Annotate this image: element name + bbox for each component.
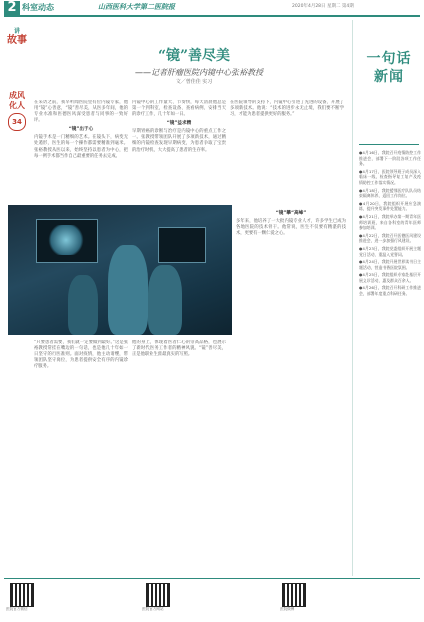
page-footer xyxy=(4,578,420,619)
paragraph: “只要患者需要，我们就一定要做到最好。”这是张裕教授常挂在嘴边的一句话，也是他几十年如一日坚守的行医准则。面对疫情，他主动请缨，带领团队坚守岗位，为患者提供安全有序的内镜诊疗服务。 xyxy=(34,340,128,370)
issue-date: 2020年4月28日 星期二 第4期 xyxy=(292,4,354,9)
qr-code-website[interactable] xyxy=(146,583,170,607)
page-number: 2 xyxy=(4,1,20,15)
news-brief-list xyxy=(359,150,421,570)
paragraph: 内镜中心的工作量大、节奏快，每天清晨他总是第一个到科室，检查设备、查看病例、安排当天的诊疗工作，几十年如一日。 xyxy=(132,100,226,118)
series-label: 成风化人 xyxy=(9,90,25,110)
qr-code-wechat[interactable] xyxy=(10,583,34,607)
qr-code-weibo[interactable] xyxy=(282,583,306,607)
sidebar-rule xyxy=(359,144,419,145)
news-brief-item: ●4月26日，我院召开科研工作推进会，部署年度重点科研任务。 xyxy=(359,285,421,297)
news-brief-item: ●4月23日，我院党委组织开展主题党日活动，重温入党誓词。 xyxy=(359,245,421,257)
news-brief-item: ●4月16日，我院召开疫情防控工作推进会，部署下一阶段各项工作任务。 xyxy=(359,150,421,167)
article-column-7 xyxy=(236,360,346,576)
qr-label: 医院官方微信 xyxy=(6,607,28,611)
sidebar-title: 一句话新闻 xyxy=(366,51,412,85)
paragraph: 在医院领导的支持下，内镜中心引进了先进的设备，开展了多项新技术。他说：“技术的进步永无止境，我们要不断学习，才能为患者提供更好的服务。” xyxy=(230,100,344,118)
news-brief-item: ●4月25日，我院组织专家赴基层开展义诊活动，惠及群众百余人。 xyxy=(359,272,421,283)
section-title: 科室动态 xyxy=(22,3,54,12)
header-rule xyxy=(4,15,420,17)
qr-label: 医院官方网站 xyxy=(142,607,164,611)
column-badge xyxy=(4,20,31,190)
news-brief-item: ●4月22日，我院召开医德医风建设推进会，进一步加强行风建设。 xyxy=(359,232,421,244)
assistant-figure xyxy=(148,265,182,335)
paragraph: 内镜手术是一门精细的艺术。在镜头下，病变无处遁形，医生的每一个操作都需要精准到毫米。张裕教授从医以来，始终坚持以患者为中心，把每一例手术都当作自己最重要的任务去完成。 xyxy=(34,135,128,159)
column-series xyxy=(6,90,28,131)
qr-label: 医院微博 xyxy=(280,607,295,611)
nurse-figure xyxy=(68,275,98,335)
news-brief-item: ●4月17日，医院领导班子成员深入临床一线，检查指导复工复产及疫情防控工作落实情况。 xyxy=(359,168,421,185)
paragraph: 在采访之前，我早听闻医院里有位内镜专家，他用“镜”心善意，“镜”善尽美，从医多年间，他的专业水准和医德医风深受患者与同事的一致好评。 xyxy=(34,100,128,124)
article-photo xyxy=(8,205,232,335)
article-byline: 文／曾佳佳 实习 xyxy=(175,79,213,85)
news-briefs-sidebar xyxy=(352,20,421,576)
paragraph: 早期胃癌的诊断与治疗是内镜中心的重点工作之一。张教授带领团队开展了多项新技术，通过精细的内镜检查发现早期病变，为患者争取了宝贵的治疗时机，大大提高了患者的生存率。 xyxy=(132,129,226,153)
article-subhead: ——记者肝瘤医院内镜中心张裕教授 xyxy=(135,68,263,77)
section-subtitle: “镜”益求精 xyxy=(166,121,192,127)
series-number: 34 xyxy=(8,113,26,131)
news-brief-item: ●4月20日，我院组织开展应急演练，提升突发事件处置能力。 xyxy=(359,200,421,212)
article-column-5 xyxy=(34,340,128,576)
news-brief-item: ●4月21日，我院举办第一期青年医师培训班，来自各科室的青年医师参加培训。 xyxy=(359,213,421,231)
main-article xyxy=(4,20,348,576)
section-subtitle: “镜”攀“高峰” xyxy=(275,211,307,216)
article-column-2 xyxy=(132,100,226,205)
news-brief-item: ●4月24日，我院开展世界读书日主题活动，营造书香医院氛围。 xyxy=(359,259,421,270)
doctor-figure xyxy=(108,245,148,335)
paragraph: 他的身上，体现着医者仁心的崇高品格，也展示了新时代医务工作者的精神风貌。“镜”善尽美，正是他职业生涯最真实的写照。 xyxy=(132,340,226,358)
column-name xyxy=(6,28,28,46)
article-column-1 xyxy=(34,100,128,205)
paragraph: 多年来，他培养了一大批内镜专业人才，许多学生已成为各地医院的技术骨干。他常说，医生不仅要有精湛的技术，更要有一颗仁爱之心。 xyxy=(236,219,346,237)
article-headline: “镜”善尽美 xyxy=(157,48,231,64)
section-subtitle: “镜”出于心 xyxy=(68,127,94,133)
news-brief-item: ●4月18日，我院援鄂医疗队队员结束隔离休养，返回工作岗位。 xyxy=(359,187,421,199)
column-name-top: 讲 xyxy=(13,28,20,35)
article-column-3 xyxy=(230,100,344,205)
article-column-4 xyxy=(236,208,346,358)
endoscope-monitor xyxy=(158,227,206,263)
newspaper-name: 山西医科大学第二医院报 xyxy=(98,2,175,11)
monitor-screen xyxy=(46,225,86,255)
article-column-6 xyxy=(132,340,226,576)
column-name-main: 故事 xyxy=(7,35,27,46)
page-header xyxy=(0,0,424,14)
